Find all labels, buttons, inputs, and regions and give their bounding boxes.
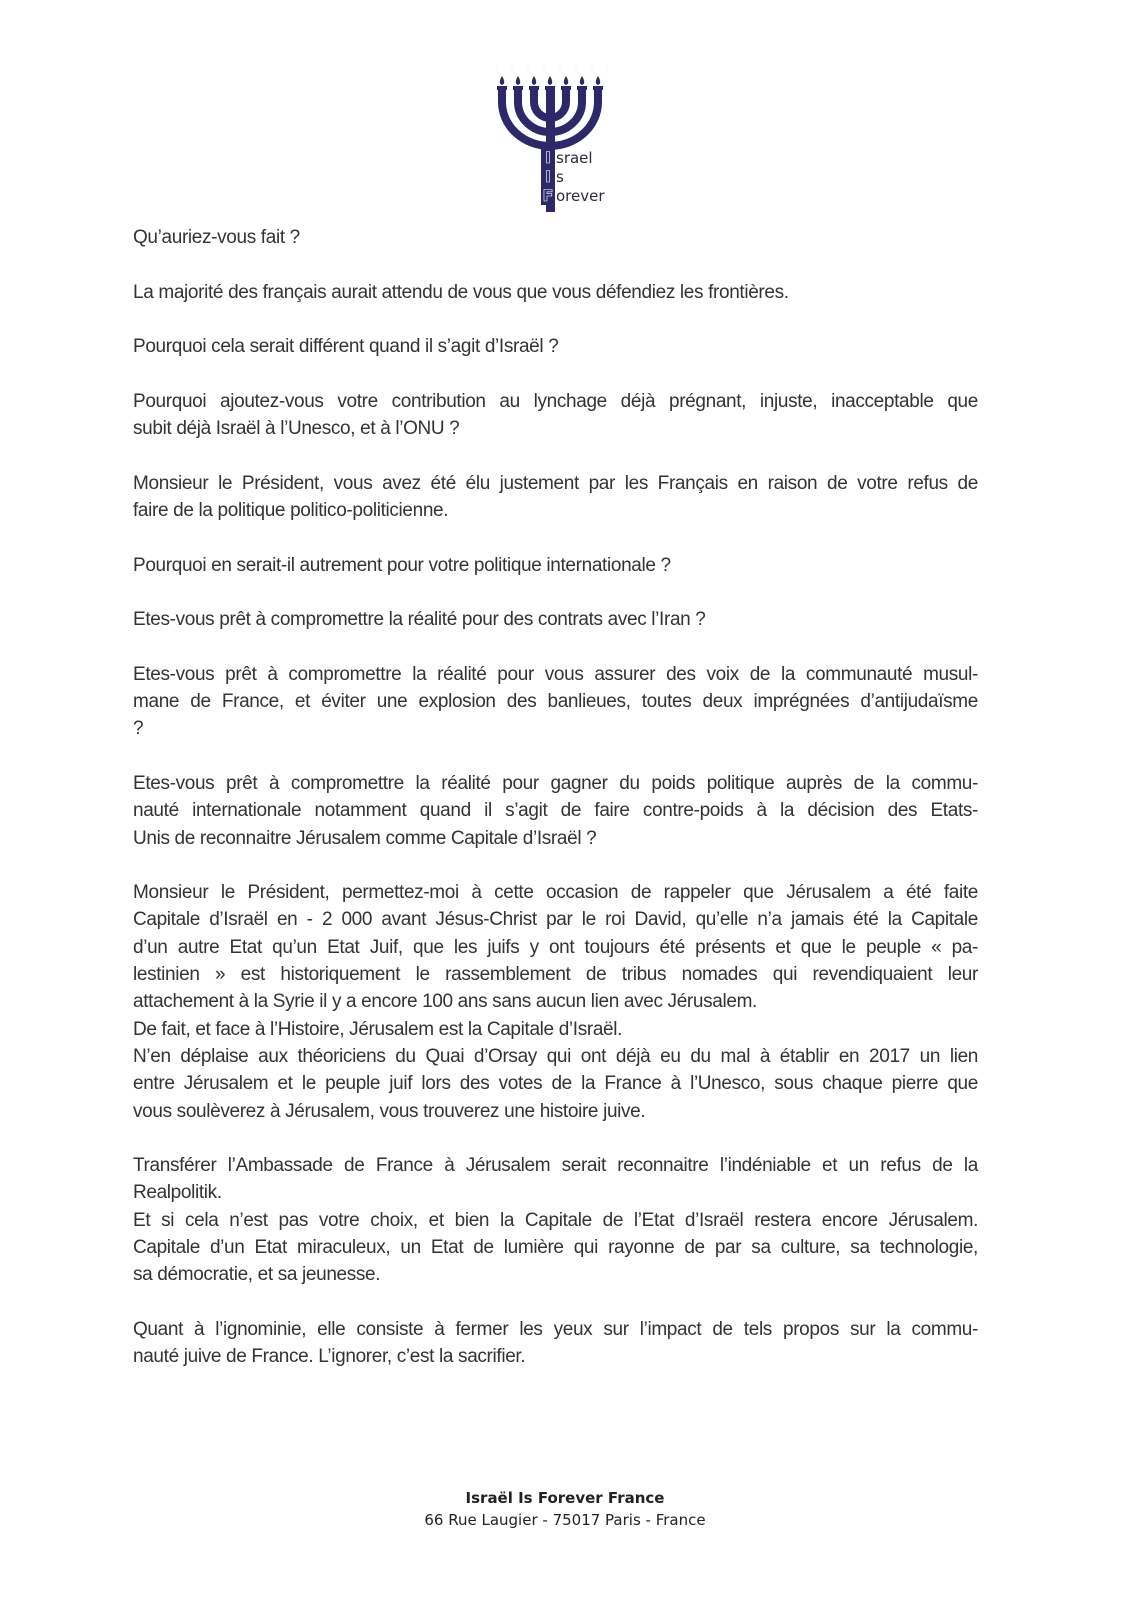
text-line: Etes-vous prêt à compromettre la réalité pour vous assurer des voix de la communauté musul- bbox=[133, 663, 978, 685]
paragraph-embassy bbox=[133, 1152, 978, 1288]
text-line: Qu’auriez-vous fait ? bbox=[133, 227, 300, 248]
text-line: Pourquoi en serait-il autrement pour votre politique internationale ? bbox=[133, 554, 671, 576]
logo-initial: F bbox=[542, 186, 554, 205]
letter-footer bbox=[0, 1487, 1130, 1531]
text-line: ? bbox=[133, 718, 144, 740]
text-line: N’en déplaise aux théoriciens du Quai d’Orsay qui ont déjà eu du mal à établir en 2017 un lien bbox=[133, 1045, 978, 1067]
text-line: nauté internationale notamment quand il s’agit de faire contre-poids à la décision des Etats- bbox=[133, 800, 978, 822]
paragraph-iran bbox=[133, 606, 978, 633]
text-line: Realpolitik. bbox=[133, 1182, 222, 1204]
logo-word-rest: srael bbox=[556, 149, 593, 167]
text-line: Monsieur le Président, permettez-moi à cette occasion de rappeler que Jérusalem a été faite bbox=[133, 882, 978, 904]
text-line: Pourquoi cela serait différent quand il s’agit d’Israël ? bbox=[133, 336, 559, 358]
paragraph-international bbox=[133, 552, 978, 579]
logo-word-rest: orever bbox=[556, 187, 605, 205]
paragraph-elected bbox=[133, 470, 978, 525]
logo-word-is bbox=[541, 167, 605, 186]
paragraph-community-votes bbox=[133, 661, 978, 743]
text-line: Et si cela n’est pas votre choix, et bien la Capitale de l’Etat d’Israël restera encore Jérusalem. bbox=[133, 1209, 978, 1231]
text-line: Etes-vous prêt à compromettre la réalité pour des contrats avec l’Iran ? bbox=[133, 609, 706, 631]
text-line: Monsieur le Président, vous avez été élu justement par les Français en raison de votre refus de bbox=[133, 472, 978, 494]
footer-address: 66 Rue Laugier - 75017 Paris - France bbox=[424, 1511, 706, 1529]
text-line: faire de la politique politico-politicienne. bbox=[133, 499, 449, 521]
paragraph-why-different bbox=[133, 333, 978, 360]
text-line: Capitale d’un Etat miraculeux, un Etat de lumière qui rayonne de par sa culture, sa technologie, bbox=[133, 1236, 978, 1258]
text-line: nauté juive de France. L’ignorer, c’est la sacrifier. bbox=[133, 1346, 526, 1368]
logo-word-forever bbox=[541, 186, 605, 205]
text-line: lestinien » est historiquement le rassemblement de tribus nomades qui revendiquaient leur bbox=[133, 964, 978, 986]
logo-wordmark bbox=[541, 148, 605, 205]
text-line: Etes-vous prêt à compromettre la réalité pour gagner du poids politique auprès de la commu- bbox=[133, 772, 978, 794]
text-line: attachement à la Syrie il y a encore 100 ans sans aucun lien avec Jérusalem. bbox=[133, 991, 757, 1013]
text-line: d’un autre Etat qu’un Etat Juif, que les juifs y ont toujours été présents et que le peuple « pa- bbox=[133, 936, 978, 958]
logo-initial: I bbox=[541, 148, 555, 167]
text-line: vous soulèverez à Jérusalem, vous trouverez une histoire juive. bbox=[133, 1100, 646, 1122]
text-line: Quant à l’ignominie, elle consiste à fermer les yeux sur l’impact de tels propos sur la commu- bbox=[133, 1318, 978, 1340]
text-line: Capitale d’Israël en - 2 000 avant Jésus-Christ par le roi David, qu’elle n’a jamais été la Capitale bbox=[133, 909, 978, 931]
letter-body bbox=[133, 224, 978, 1370]
text-line: subit déjà Israël à l’Unesco, et à l’ONU ? bbox=[133, 418, 460, 440]
logo-word-israel bbox=[541, 148, 605, 167]
footer-organization-name: Israël Is Forever France bbox=[465, 1489, 665, 1507]
organization-logo bbox=[497, 72, 637, 212]
paragraph-lynching bbox=[133, 388, 978, 443]
text-line: La majorité des français aurait attendu de vous que vous défendiez les frontières. bbox=[133, 281, 789, 303]
text-line: Transférer l’Ambassade de France à Jérusalem serait reconnaitre l’indéniable et un refus de la bbox=[133, 1155, 978, 1177]
paragraph-political-weight bbox=[133, 770, 978, 852]
paragraph-ignominy bbox=[133, 1316, 978, 1371]
paragraph-question bbox=[133, 224, 978, 251]
paragraph-majority bbox=[133, 279, 978, 306]
text-line: entre Jérusalem et le peuple juif lors des votes de la France à l’Unesco, sous chaque pierre que bbox=[133, 1073, 978, 1095]
text-line: sa démocratie, et sa jeunesse. bbox=[133, 1264, 381, 1286]
text-line: Pourquoi ajoutez-vous votre contribution au lynchage déjà prégnant, injuste, inacceptable que bbox=[133, 390, 978, 412]
logo-initial: I bbox=[541, 167, 555, 186]
logo-word-rest: s bbox=[556, 168, 564, 186]
text-line: mane de France, et éviter une explosion des banlieues, toutes deux imprégnées d’antijudaïsme bbox=[133, 691, 978, 713]
text-line: Unis de reconnaitre Jérusalem comme Capitale d’Israël ? bbox=[133, 827, 597, 849]
text-line: De fait, et face à l’Histoire, Jérusalem est la Capitale d’Israël. bbox=[133, 1018, 623, 1040]
paragraph-jerusalem-history bbox=[133, 879, 978, 1125]
